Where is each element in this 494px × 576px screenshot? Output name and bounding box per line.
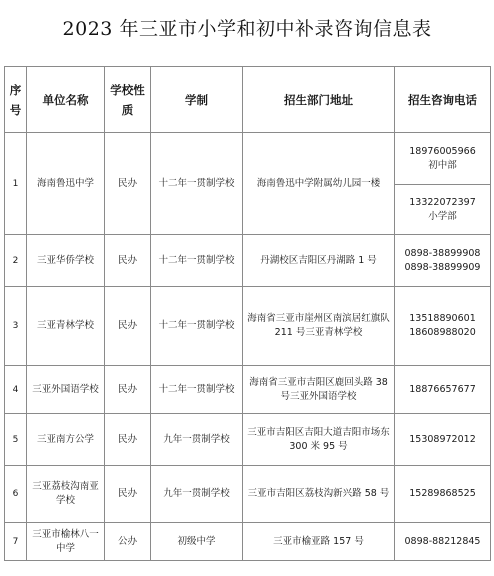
row-index: 1 <box>5 133 27 235</box>
table-header-row <box>5 67 491 133</box>
row-type: 民办 <box>105 133 151 235</box>
header-index: 序号 <box>5 67 27 133</box>
row-phone <box>395 287 491 366</box>
row-index: 2 <box>5 235 27 287</box>
table-row <box>5 235 491 287</box>
row-system: 十二年一贯制学校 <box>151 133 243 235</box>
row-phone <box>395 414 491 466</box>
row-system: 初级中学 <box>151 523 243 561</box>
row-index: 7 <box>5 523 27 561</box>
row-name: 三亚外国语学校 <box>27 366 105 414</box>
header-system: 学制 <box>151 67 243 133</box>
row-type: 民办 <box>105 287 151 366</box>
row-phone <box>395 366 491 414</box>
phone-number: 0898-88212845 <box>404 535 481 547</box>
table-row <box>5 523 491 561</box>
phone-number: 18876657677 <box>409 383 476 395</box>
phone-number: 18608988020 <box>409 327 476 338</box>
row-name: 海南鲁迅中学 <box>27 133 105 235</box>
phone-number: 15308972012 <box>409 433 476 445</box>
row-name: 三亚市榆林八一中学 <box>27 523 105 561</box>
header-address: 招生部门地址 <box>243 67 395 133</box>
row-index: 6 <box>5 466 27 523</box>
row-phone <box>395 235 491 287</box>
row-index: 3 <box>5 287 27 366</box>
phone-number: 0898-38899908 <box>404 247 481 259</box>
table-row <box>5 133 491 185</box>
row-system: 十二年一贯制学校 <box>151 235 243 287</box>
admission-info-table <box>4 66 491 561</box>
phone-number: 18976005966 <box>409 145 476 157</box>
page-title: 2023 年三亚市小学和初中补录咨询信息表 <box>62 18 432 40</box>
row-name: 三亚荔枝沟南亚学校 <box>27 466 105 523</box>
phone-number: 13518890601 <box>409 313 476 324</box>
row-name: 三亚华侨学校 <box>27 235 105 287</box>
row-address: 海南省三亚市吉阳区鹿回头路 38 号三亚外国语学校 <box>243 366 395 414</box>
header-phone: 招生咨询电话 <box>395 67 491 133</box>
row-index: 4 <box>5 366 27 414</box>
row-system: 十二年一贯制学校 <box>151 287 243 366</box>
row-system: 九年一贯制学校 <box>151 466 243 523</box>
row-phone <box>395 185 491 235</box>
row-system: 十二年一贯制学校 <box>151 366 243 414</box>
row-type: 民办 <box>105 414 151 466</box>
row-index: 5 <box>5 414 27 466</box>
row-system: 九年一贯制学校 <box>151 414 243 466</box>
row-address: 海南鲁迅中学附属幼儿园一楼 <box>243 133 395 235</box>
phone-number: 0898-38899909 <box>404 261 481 273</box>
row-address: 三亚市榆亚路 157 号 <box>243 523 395 561</box>
row-type: 民办 <box>105 366 151 414</box>
row-phone <box>395 523 491 561</box>
row-type: 民办 <box>105 466 151 523</box>
row-type: 公办 <box>105 523 151 561</box>
row-address: 丹湖校区吉阳区丹湖路 1 号 <box>243 235 395 287</box>
row-type: 民办 <box>105 235 151 287</box>
header-type: 学校性质 <box>105 67 151 133</box>
table-row <box>5 414 491 466</box>
table-row <box>5 466 491 523</box>
row-address: 海南省三亚市崖州区南滨居红旗队 211 号三亚青林学校 <box>243 287 395 366</box>
header-name: 单位名称 <box>27 67 105 133</box>
phone-number: 13322072397 <box>409 196 476 208</box>
row-phone <box>395 466 491 523</box>
phone-number: 15289868525 <box>409 488 476 499</box>
row-phone <box>395 133 491 185</box>
row-name: 三亚南方公学 <box>27 414 105 466</box>
phone-note: 小学部 <box>428 210 457 222</box>
phone-note: 初中部 <box>428 159 457 171</box>
row-address: 三亚市吉阳区荔枝沟新兴路 58 号 <box>243 466 395 523</box>
row-name: 三亚青林学校 <box>27 287 105 366</box>
table-row <box>5 287 491 366</box>
table-row <box>5 366 491 414</box>
row-address: 三亚市吉阳区吉阳大道吉阳市场东 300 米 95 号 <box>243 414 395 466</box>
